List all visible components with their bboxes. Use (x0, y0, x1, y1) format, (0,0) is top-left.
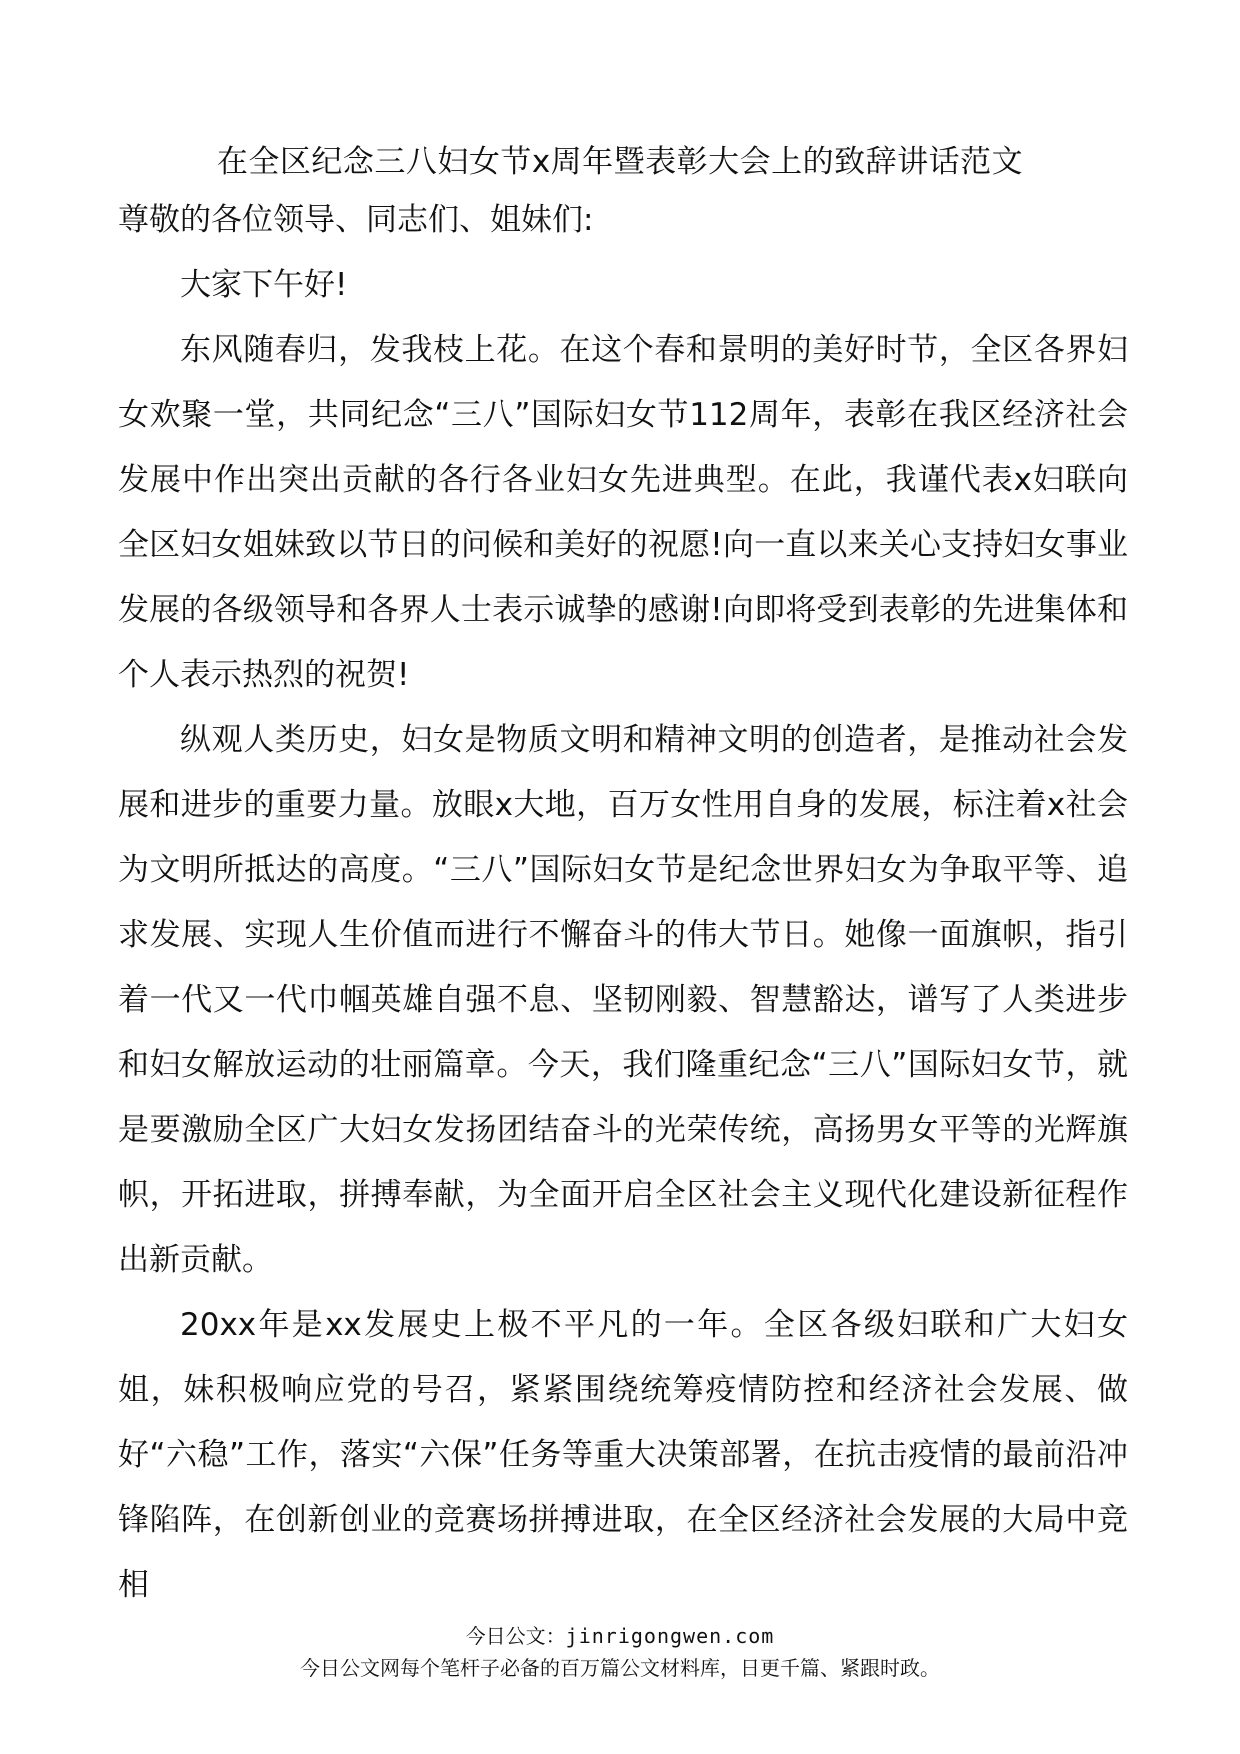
footer-site-line (0, 1620, 1240, 1652)
footer-site-label: 今日公文： (465, 1624, 566, 1648)
paragraph-opening: 东风随春归，发我枝上花。在这个春和景明的美好时节，全区各界妇女欢聚一堂，共同纪念“三八”国际妇女节112周年，表彰在我区经济社会发展中作出突出贡献的各行各业妇女先进典型。在此，我谨代表x妇联向全区妇女姐妹致以节日的问候和美好的祝愿!向一直以来关心支持妇女事业发展的各级领导和各界人士表示诚挚的感谢!向即将受到表彰的先进集体和个人表示热烈的祝贺! (118, 332, 1128, 693)
footer-slogan: 今日公文网每个笔杆子必备的百万篇公文材料库，日更千篇、紧跟时政。 (300, 1656, 940, 1680)
footer-site-url[interactable]: jinrigongwen.com (565, 1624, 775, 1648)
document-body (118, 188, 1128, 1618)
paragraph-greeting: 大家下午好! (180, 267, 348, 303)
document-title: 在全区纪念三八妇女节x周年暨表彰大会上的致辞讲话范文 (216, 144, 1024, 180)
page-footer (0, 1620, 1240, 1684)
paragraph-year-review: 20xx年是xx发展史上极不平凡的一年。全区各级妇联和广大妇女姐，妹积极响应党的号召，紧紧围绕统筹疫情防控和经济社会发展、做好“六稳”工作，落实“六保”任务等重大决策部署，在抗击疫情的最前沿冲锋陷阵，在创新创业的竞赛场拼搏进取，在全区经济社会发展的大局中竞相 (118, 1307, 1128, 1603)
salutation: 尊敬的各位领导、同志们、姐妹们: (118, 202, 594, 238)
paragraph-history: 纵观人类历史，妇女是物质文明和精神文明的创造者，是推动社会发展和进步的重要力量。放眼x大地，百万女性用自身的发展，标注着x社会为文明所抵达的高度。“三八”国际妇女节是纪念世界妇女为争取平等、追求发展、实现人生价值而进行不懈奋斗的伟大节日。她像一面旗帜，指引着一代又一代巾帼英雄自强不息、坚韧刚毅、智慧豁达，谱写了人类进步和妇女解放运动的壮丽篇章。今天，我们隆重纪念“三八”国际妇女节，就是要激励全区广大妇女发扬团结奋斗的光荣传统，高扬男女平等的光辉旗帜，开拓进取，拼搏奉献，为全面开启全区社会主义现代化建设新征程作出新贡献。 (118, 722, 1128, 1278)
